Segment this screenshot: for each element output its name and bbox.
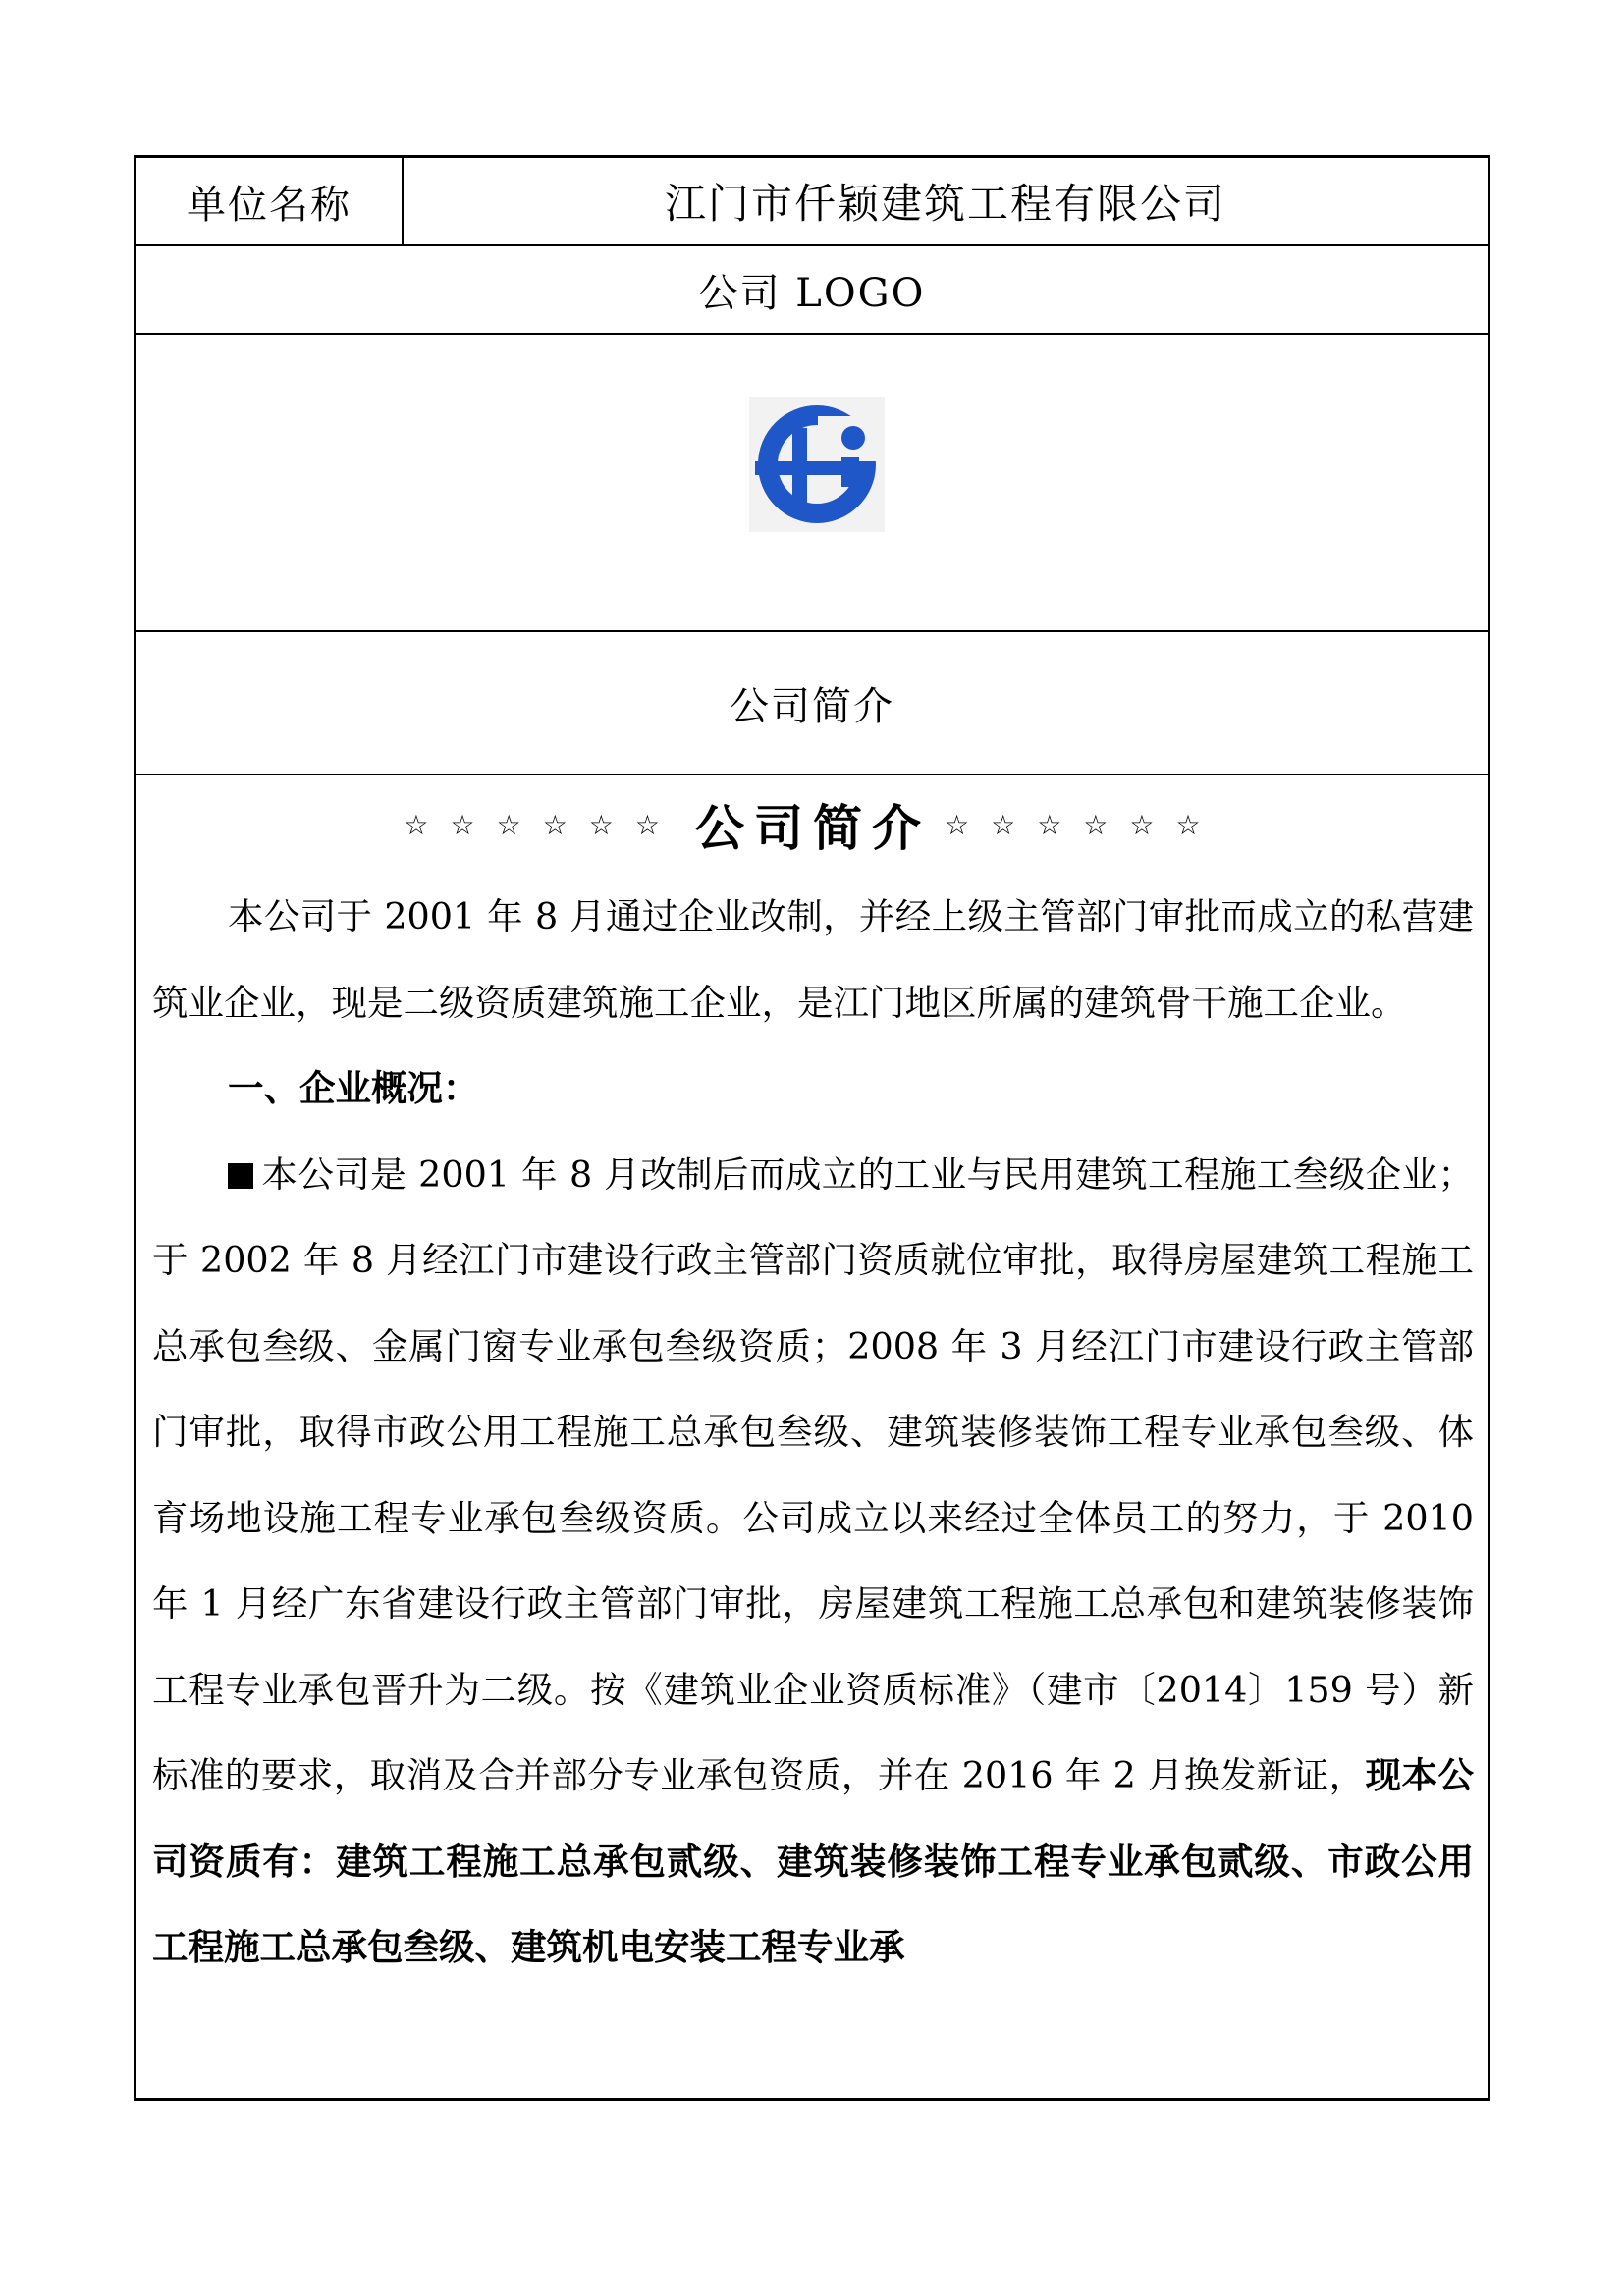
intro-body (136, 775, 1488, 2098)
paragraph-2-bold-text: 现本公司资质有：建筑工程施工总承包贰级、建筑装修装饰工程专业承包贰级、市政公用工程施工总承包叁级、建筑机电安装工程专业承 (152, 1754, 1474, 1968)
intro-section-title (152, 775, 1474, 874)
company-name: 江门市仟颖建筑工程有限公司 (664, 180, 1226, 228)
unit-name-label: 单位名称 (136, 158, 404, 244)
intro-title-text: 公司简介 (695, 799, 931, 857)
logo-label: 公司 LOGO (698, 270, 926, 316)
stars-right: ☆☆☆☆☆☆ (945, 808, 1222, 841)
logo-row (136, 335, 1488, 632)
intro-label: 公司简介 (730, 683, 894, 729)
paragraph-2-text: 本公司是 2001 年 8 月改制后而成立的工业与民用建筑工程施工叁级企业；于 2002 年 8 月经江门市建设行政主管部门资质就位审批，取得房屋建筑工程施工总承包叁级、金属门窗专业承包叁级资质；2008 年 3 月经江门市建设行政主管部门审批，取得市政公用工程施工总承包叁级、建筑装修装饰工程专业承包叁级、体育场地设施工程专业承包叁级资质。公司成立以来经过全体员工的努力，于 2010 年 1 月经广东省建设行政主管部门审批，房屋建筑工程施工总承包和建筑装修装饰工程专业承包晋升为二级。按《建筑业企业资质标准》（建市〔2014〕159 号）新标准的要求，取消及合并部分专业承包资质，并在 2016 年 2 月换发新证， (152, 1152, 1474, 1796)
company-logo (749, 397, 885, 532)
overview-heading: 一、企业概况： (228, 1067, 479, 1109)
company-info-table (134, 155, 1490, 2101)
intro-paragraph-2 (152, 1132, 1474, 1991)
unit-name-row (136, 158, 1488, 246)
bullet-square-icon (228, 1163, 253, 1189)
intro-paragraph-1: 本公司于 2001 年 8 月通过企业改制，并经上级主管部门审批而成立的私营建筑业企业，现是二级资质建筑施工企业，是江门地区所属的建筑骨干施工企业。 (152, 895, 1474, 1024)
company-logo-icon (749, 397, 885, 532)
intro-label-row (136, 632, 1488, 775)
logo-label-row (136, 246, 1488, 335)
stars-left: ☆☆☆☆☆☆ (404, 808, 681, 841)
